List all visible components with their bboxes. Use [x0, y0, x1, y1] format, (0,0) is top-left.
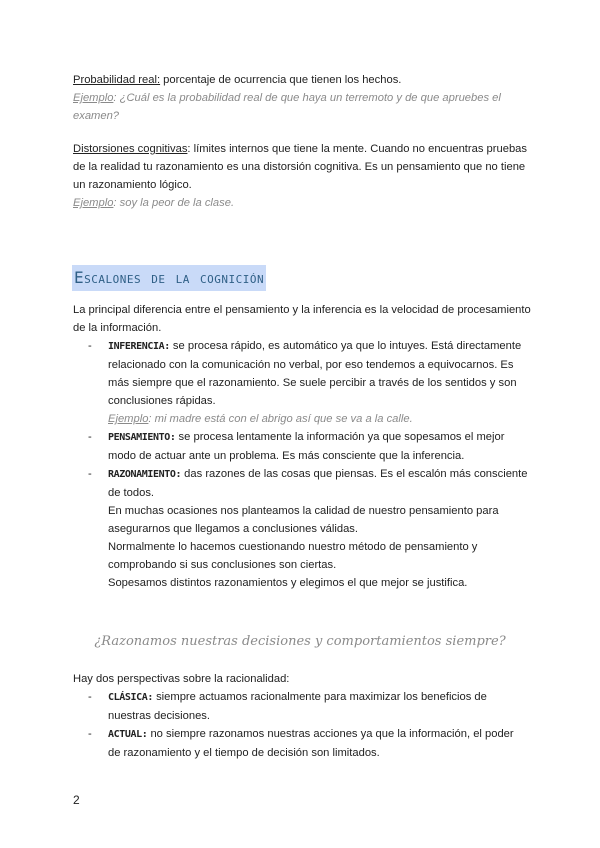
example-text: : soy la peor de la clase.: [113, 197, 235, 209]
example-text: : mi madre está con el abrigo así que se va a la calle.: [148, 413, 413, 425]
section-heading: Escalones de la cognición: [72, 265, 266, 291]
distorsiones-definition: [73, 140, 533, 212]
list-item-clasica: [88, 688, 528, 725]
item-term: PENSAMIENTO:: [108, 432, 176, 443]
list-item-razonamiento: [88, 465, 528, 592]
example-label: Ejemplo: [73, 197, 114, 209]
example: [108, 413, 413, 425]
item-term: CLÁSICA:: [108, 692, 153, 703]
perspectives-list: [88, 688, 528, 762]
list-item-inferencia: [88, 337, 528, 428]
item-text: se procesa rápido, es automático ya que lo intuyes. Está directamente relacionado con la comunicación no verbal, por eso tendemos a equivocarnos. Es más siempre que el razonamiento. Se suele percibir a través de los sentidos y son conclusiones rápidas.: [108, 340, 522, 407]
item-term: RAZONAMIENTO:: [108, 469, 182, 480]
example-text: : ¿Cuál es la probabilidad real de que haya un terremoto y de que apruebes el examen?: [73, 92, 501, 122]
definition-term: Distorsiones cognitivas: [73, 143, 188, 155]
probabilidad-real-definition: [73, 71, 533, 125]
item-text: no siempre razonamos nuestras acciones ya que la información, el poder de razonamiento y el tiempo de decisión son limitados.: [108, 728, 514, 759]
dash-marker: -: [88, 431, 92, 443]
item-text: das razones de las cosas que piensas. Es el escalón más consciente de todos.: [108, 468, 528, 499]
dash-marker: -: [88, 728, 92, 740]
list-item-pensamiento: [88, 428, 528, 465]
list-item-actual: [88, 725, 528, 762]
item-term: ACTUAL:: [108, 729, 148, 740]
dash-marker: -: [88, 468, 92, 480]
dash-marker: -: [88, 691, 92, 703]
subsection-question: ¿Razonamos nuestras decisiones y comportamientos siempre?: [94, 634, 506, 649]
item-text: se procesa lentamente la información ya que sopesamos el mejor modo de actuar ante un problema. Es más consciente que la inferencia.: [108, 431, 505, 462]
item-term: INFERENCIA:: [108, 341, 170, 352]
item-extra-line: Normalmente lo hacemos cuestionando nuestro método de pensamiento y comprobando si sus conclusiones son ciertas.: [108, 541, 478, 571]
perspectives-intro: Hay dos perspectivas sobre la racionalidad:: [73, 673, 290, 685]
definition-term: Probabilidad real:: [73, 74, 161, 86]
item-extra-line: En muchas ocasiones nos planteamos la calidad de nuestro pensamiento para asegurarnos que llegamos a conclusiones válidas.: [108, 505, 499, 535]
page-number: 2: [73, 793, 80, 807]
item-text: siempre actuamos racionalmente para maximizar los beneficios de nuestras decisiones.: [108, 691, 487, 722]
example: [73, 92, 501, 122]
example-label: Ejemplo: [108, 413, 149, 425]
example-label: Ejemplo: [73, 92, 114, 104]
example: [73, 197, 234, 209]
definition-text: porcentaje de ocurrencia que tienen los hechos.: [160, 74, 402, 86]
item-extra-line: Sopesamos distintos razonamientos y elegimos el que mejor se justifica.: [108, 577, 468, 589]
dash-marker: -: [88, 340, 92, 352]
cognition-steps-list: [88, 337, 528, 592]
definition-text: : límites internos que tiene la mente. Cuando no encuentras pruebas de la realidad tu razonamiento es una distorsión cognitiva. Es un pensamiento que no tiene un razonamiento lógico.: [73, 143, 527, 191]
intro-paragraph: La principal diferencia entre el pensamiento y la inferencia es la velocidad de procesamiento de la información.: [73, 304, 531, 334]
